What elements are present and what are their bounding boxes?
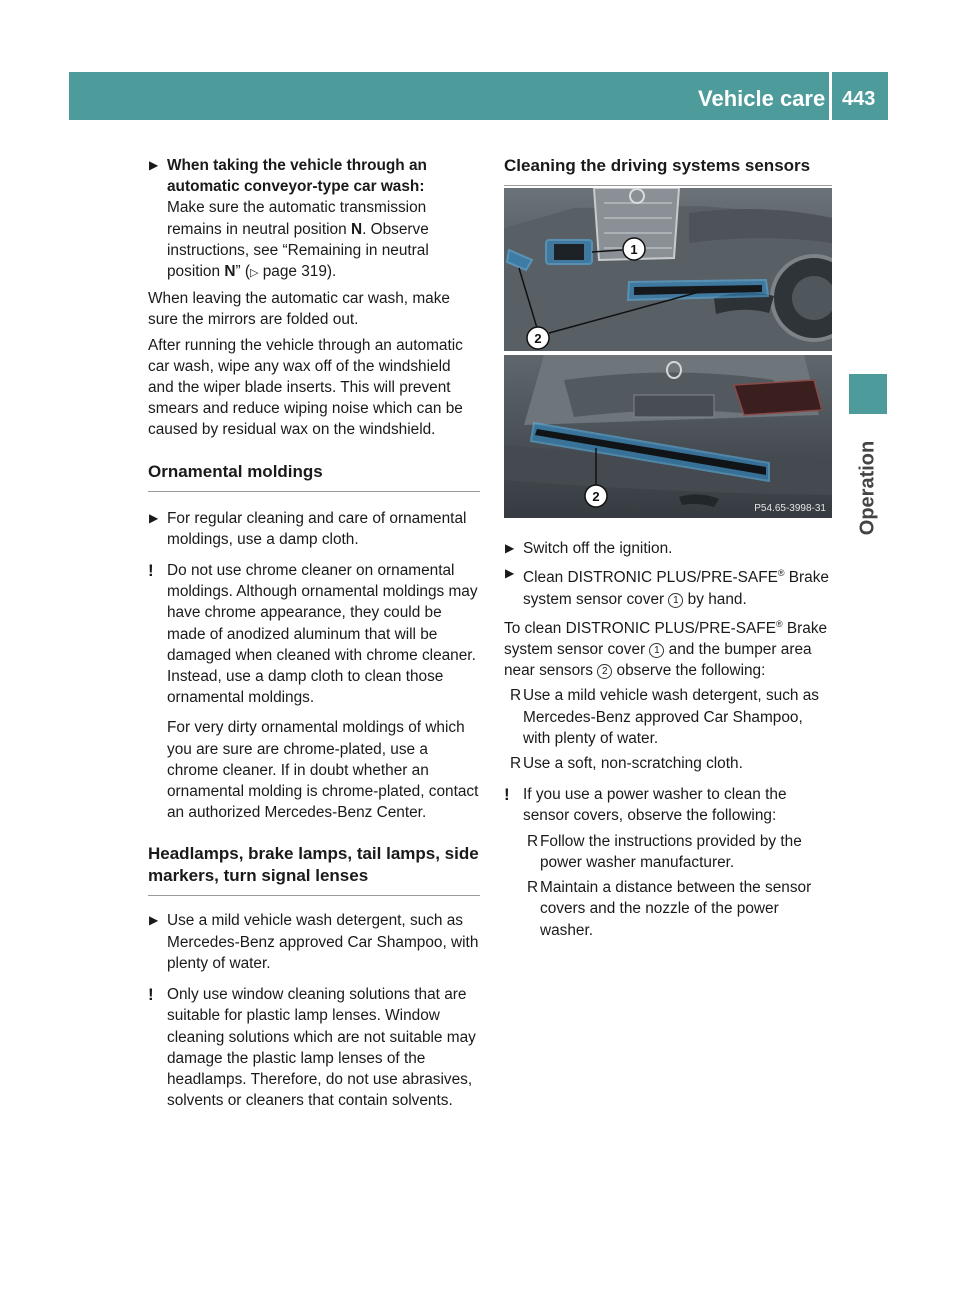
bullet-mild-detergent: R Use a mild vehicle wash detergent, such as Mercedes-Benz approved Car Shampoo, with plenty of water. xyxy=(510,687,819,747)
bullet-marker-icon: R xyxy=(527,879,539,897)
bullet-marker-icon: R xyxy=(510,755,522,773)
warning-chrome-cleaner-continued: For very dirty ornamental moldings of which you are sure are chrome-plated, use a chrome cleaner. If in doubt whether an ornamental molding is chrome-plated, contact an authorized Mercedes-Benz Center. xyxy=(167,719,479,822)
page-ref-arrow-icon: ▷ xyxy=(249,267,259,280)
header-separator xyxy=(829,72,832,120)
warning-power-washer: ! If you use a power washer to clean the sensor covers, observe the following: xyxy=(504,785,787,825)
step-lamps: ▶ Use a mild vehicle wash detergent, such as Mercedes-Benz approved Car Shampoo, with plenty of water. xyxy=(149,912,479,972)
step-marker-icon: ▶ xyxy=(505,566,515,581)
warning-icon: ! xyxy=(148,561,154,581)
warning-icon: ! xyxy=(504,785,510,805)
rear-bumper-illustration xyxy=(504,355,832,518)
step-marker-icon: ▶ xyxy=(149,158,159,172)
paragraph-wax: After running the vehicle through an automatic car wash, wipe any wax off of the windshield and the wiper blade inserts. This will prevent smears and reduce wiping noise which can be caused by residual wax on the windshield. xyxy=(148,336,463,439)
callout-1: 1 xyxy=(630,242,638,257)
bullet-marker-icon: R xyxy=(510,687,522,705)
bullet-marker-icon: R xyxy=(527,832,539,850)
warning-window-cleaning: ! Only use window cleaning solutions that are suitable for plastic lamp lenses. Window cleaning solutions which are not suitable may damage the plastic lamp lenses of the headlamps. Therefore, do not use abrasives, solvents or cleaners that contain solvents. xyxy=(148,985,476,1110)
side-tab-marker xyxy=(849,374,887,414)
sub-bullet-manufacturer: R Follow the instructions provided by the power washer manufacturer. xyxy=(527,832,802,871)
section-heading-sensors: Cleaning the driving systems sensors xyxy=(504,155,832,186)
step-moldings: ▶ For regular cleaning and care of ornamental moldings, use a damp cloth. xyxy=(149,509,467,548)
callout-ref-2: 2 xyxy=(597,664,612,679)
figure-rear-bumper xyxy=(504,355,832,518)
step-marker-icon: ▶ xyxy=(505,541,515,555)
paragraph-mirrors: When leaving the automatic car wash, make sure the mirrors are folded out. xyxy=(148,290,450,329)
page-section-title: Vehicle care xyxy=(698,86,826,111)
step-switch-off-ignition: ▶ Switch off the ignition. xyxy=(504,538,834,559)
step-marker-icon: ▶ xyxy=(149,510,159,525)
page-number: 443 xyxy=(842,88,876,110)
callout-ref-1: 1 xyxy=(649,643,664,658)
paragraph-cleaning-instructions: To clean DISTRONIC PLUS/PRE-SAFE® Brake system sensor cover 1 and the bumper area near sensors 2 observe the following: xyxy=(504,618,828,680)
step-clean-sensor-cover: ▶ Clean DISTRONIC PLUS/PRE-SAFE® Brake system sensor cover 1 by hand. xyxy=(504,563,834,610)
right-heading-block xyxy=(504,155,832,186)
callout-ref-1: 1 xyxy=(668,593,683,608)
left-column xyxy=(148,155,480,1111)
right-column xyxy=(504,538,834,941)
figure-front-bumper xyxy=(504,188,832,351)
sub-bullet-distance: R Maintain a distance between the sensor covers and the nozzle of the power washer. xyxy=(527,879,812,939)
callout-2-rear: 2 xyxy=(592,489,600,504)
callout-2-front: 2 xyxy=(534,331,542,346)
bullet-soft-cloth: R Use a soft, non-scratching cloth. xyxy=(504,753,834,774)
warning-icon: ! xyxy=(148,985,154,1005)
front-bumper-illustration xyxy=(504,188,832,351)
page-reference[interactable]: page 319). xyxy=(258,263,337,281)
step-conveyor-wash: ▶ When taking the vehicle through an automatic conveyor-type car wash: Make sure the automatic transmission remains in neutral position N. Observe instructions, see “Remaining in neutral position N” (▷ page 319). xyxy=(149,157,429,281)
step-marker-icon: ▶ xyxy=(149,913,159,928)
side-tab-label: Operation xyxy=(856,440,879,536)
warning-chrome-cleaner: ! Do not use chrome cleaner on ornamental moldings. Although ornamental moldings may have chrome appearance, they could be made of anodized aluminum that will be damaged when cleaned with chrome cleaner. Instead, use a damp cloth to clean those ornamental moldings. xyxy=(148,561,478,707)
section-heading-lamps: Headlamps, brake lamps, tail lamps, side markers, turn signal lenses xyxy=(148,843,480,896)
section-heading-moldings: Ornamental moldings xyxy=(148,461,480,492)
figure-code: P54.65-3998-31 xyxy=(754,503,826,514)
